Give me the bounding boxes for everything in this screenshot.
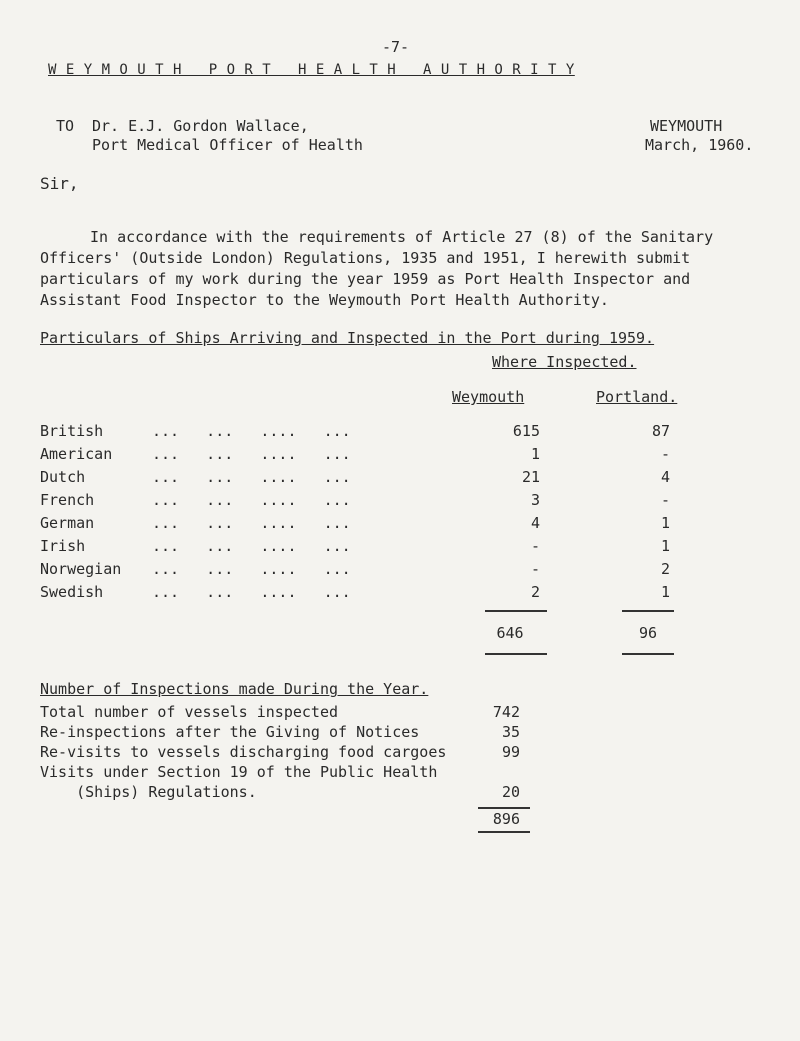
body-line: Officers' (Outside London) Regulations, 1935 and 1951, I herewith submit: [40, 249, 691, 267]
weymouth-total: 646: [496, 624, 524, 642]
portland-count: 4: [660, 468, 670, 486]
weymouth-count: 615: [512, 422, 540, 440]
weymouth-count: 4: [530, 514, 540, 532]
body-line: Assistant Food Inspector to the Weymouth Port Health Authority.: [40, 291, 609, 309]
dot-leaders: ... ... .... ...: [152, 422, 351, 440]
nationality-label: Norwegian: [40, 560, 122, 578]
body-line: particulars of my work during the year 1959 as Port Health Inspector and: [40, 270, 691, 288]
inspection-value: 35: [501, 723, 520, 741]
total-rule: [478, 807, 530, 809]
inspection-label: Re-visits to vessels discharging food cargoes: [40, 743, 447, 761]
inspections-section-title: Number of Inspections made During the Year.: [40, 680, 429, 698]
salutation: Sir,: [40, 174, 79, 193]
nationality-label: Dutch: [40, 468, 86, 486]
page-heading: W E Y M O U T H P O R T H E A L T H A U T H O R I T Y: [48, 62, 575, 78]
dot-leaders: ... ... .... ...: [152, 491, 351, 509]
weymouth-column-header: Weymouth: [452, 388, 525, 406]
total-rule: [622, 653, 674, 655]
portland-count: 1: [660, 514, 670, 532]
total-rule: [485, 653, 547, 655]
total-rule: [622, 610, 674, 612]
to-prefix: TO: [56, 117, 75, 135]
nationality-label: American: [40, 445, 113, 463]
nationality-label: Irish: [40, 537, 86, 555]
inspections-total: 896: [492, 810, 520, 828]
portland-total: 96: [638, 624, 658, 642]
dot-leaders: ... ... .... ...: [152, 560, 351, 578]
dot-leaders: ... ... .... ...: [152, 537, 351, 555]
nationality-label: French: [40, 491, 95, 509]
inspection-value: 20: [501, 783, 520, 801]
portland-count: -: [660, 491, 670, 509]
portland-count: 87: [651, 422, 670, 440]
inspection-value: 99: [501, 743, 520, 761]
total-rule: [478, 831, 530, 833]
portland-count: 1: [660, 583, 670, 601]
weymouth-count: -: [530, 537, 540, 555]
recipient-title: Port Medical Officer of Health: [92, 136, 363, 154]
ships-section-title: Particulars of Ships Arriving and Inspected in the Port during 1959.: [40, 329, 655, 347]
place: WEYMOUTH: [650, 117, 723, 135]
weymouth-count: 2: [530, 583, 540, 601]
portland-count: 2: [660, 560, 670, 578]
nationality-label: Swedish: [40, 583, 104, 601]
dot-leaders: ... ... .... ...: [152, 583, 351, 601]
where-inspected-heading: Where Inspected.: [492, 353, 637, 371]
nationality-label: British: [40, 422, 104, 440]
portland-count: 1: [660, 537, 670, 555]
portland-column-header: Portland.: [596, 388, 678, 406]
inspection-label: Visits under Section 19 of the Public Health: [40, 763, 438, 781]
letter-date: March, 1960.: [645, 136, 754, 154]
weymouth-count: -: [530, 560, 540, 578]
dot-leaders: ... ... .... ...: [152, 514, 351, 532]
weymouth-count: 1: [530, 445, 540, 463]
dot-leaders: ... ... .... ...: [152, 468, 351, 486]
total-rule: [485, 610, 547, 612]
page-number: -7-: [382, 38, 410, 56]
inspection-value: 742: [492, 703, 520, 721]
weymouth-count: 21: [521, 468, 540, 486]
inspection-label: (Ships) Regulations.: [40, 783, 257, 801]
inspection-label: Re-inspections after the Giving of Notices: [40, 723, 420, 741]
weymouth-count: 3: [530, 491, 540, 509]
nationality-label: German: [40, 514, 95, 532]
recipient-name: Dr. E.J. Gordon Wallace,: [92, 117, 309, 135]
dot-leaders: ... ... .... ...: [152, 445, 351, 463]
body-line: In accordance with the requirements of Article 27 (8) of the Sanitary: [90, 228, 714, 246]
portland-count: -: [660, 445, 670, 463]
inspection-label: Total number of vessels inspected: [40, 703, 339, 721]
